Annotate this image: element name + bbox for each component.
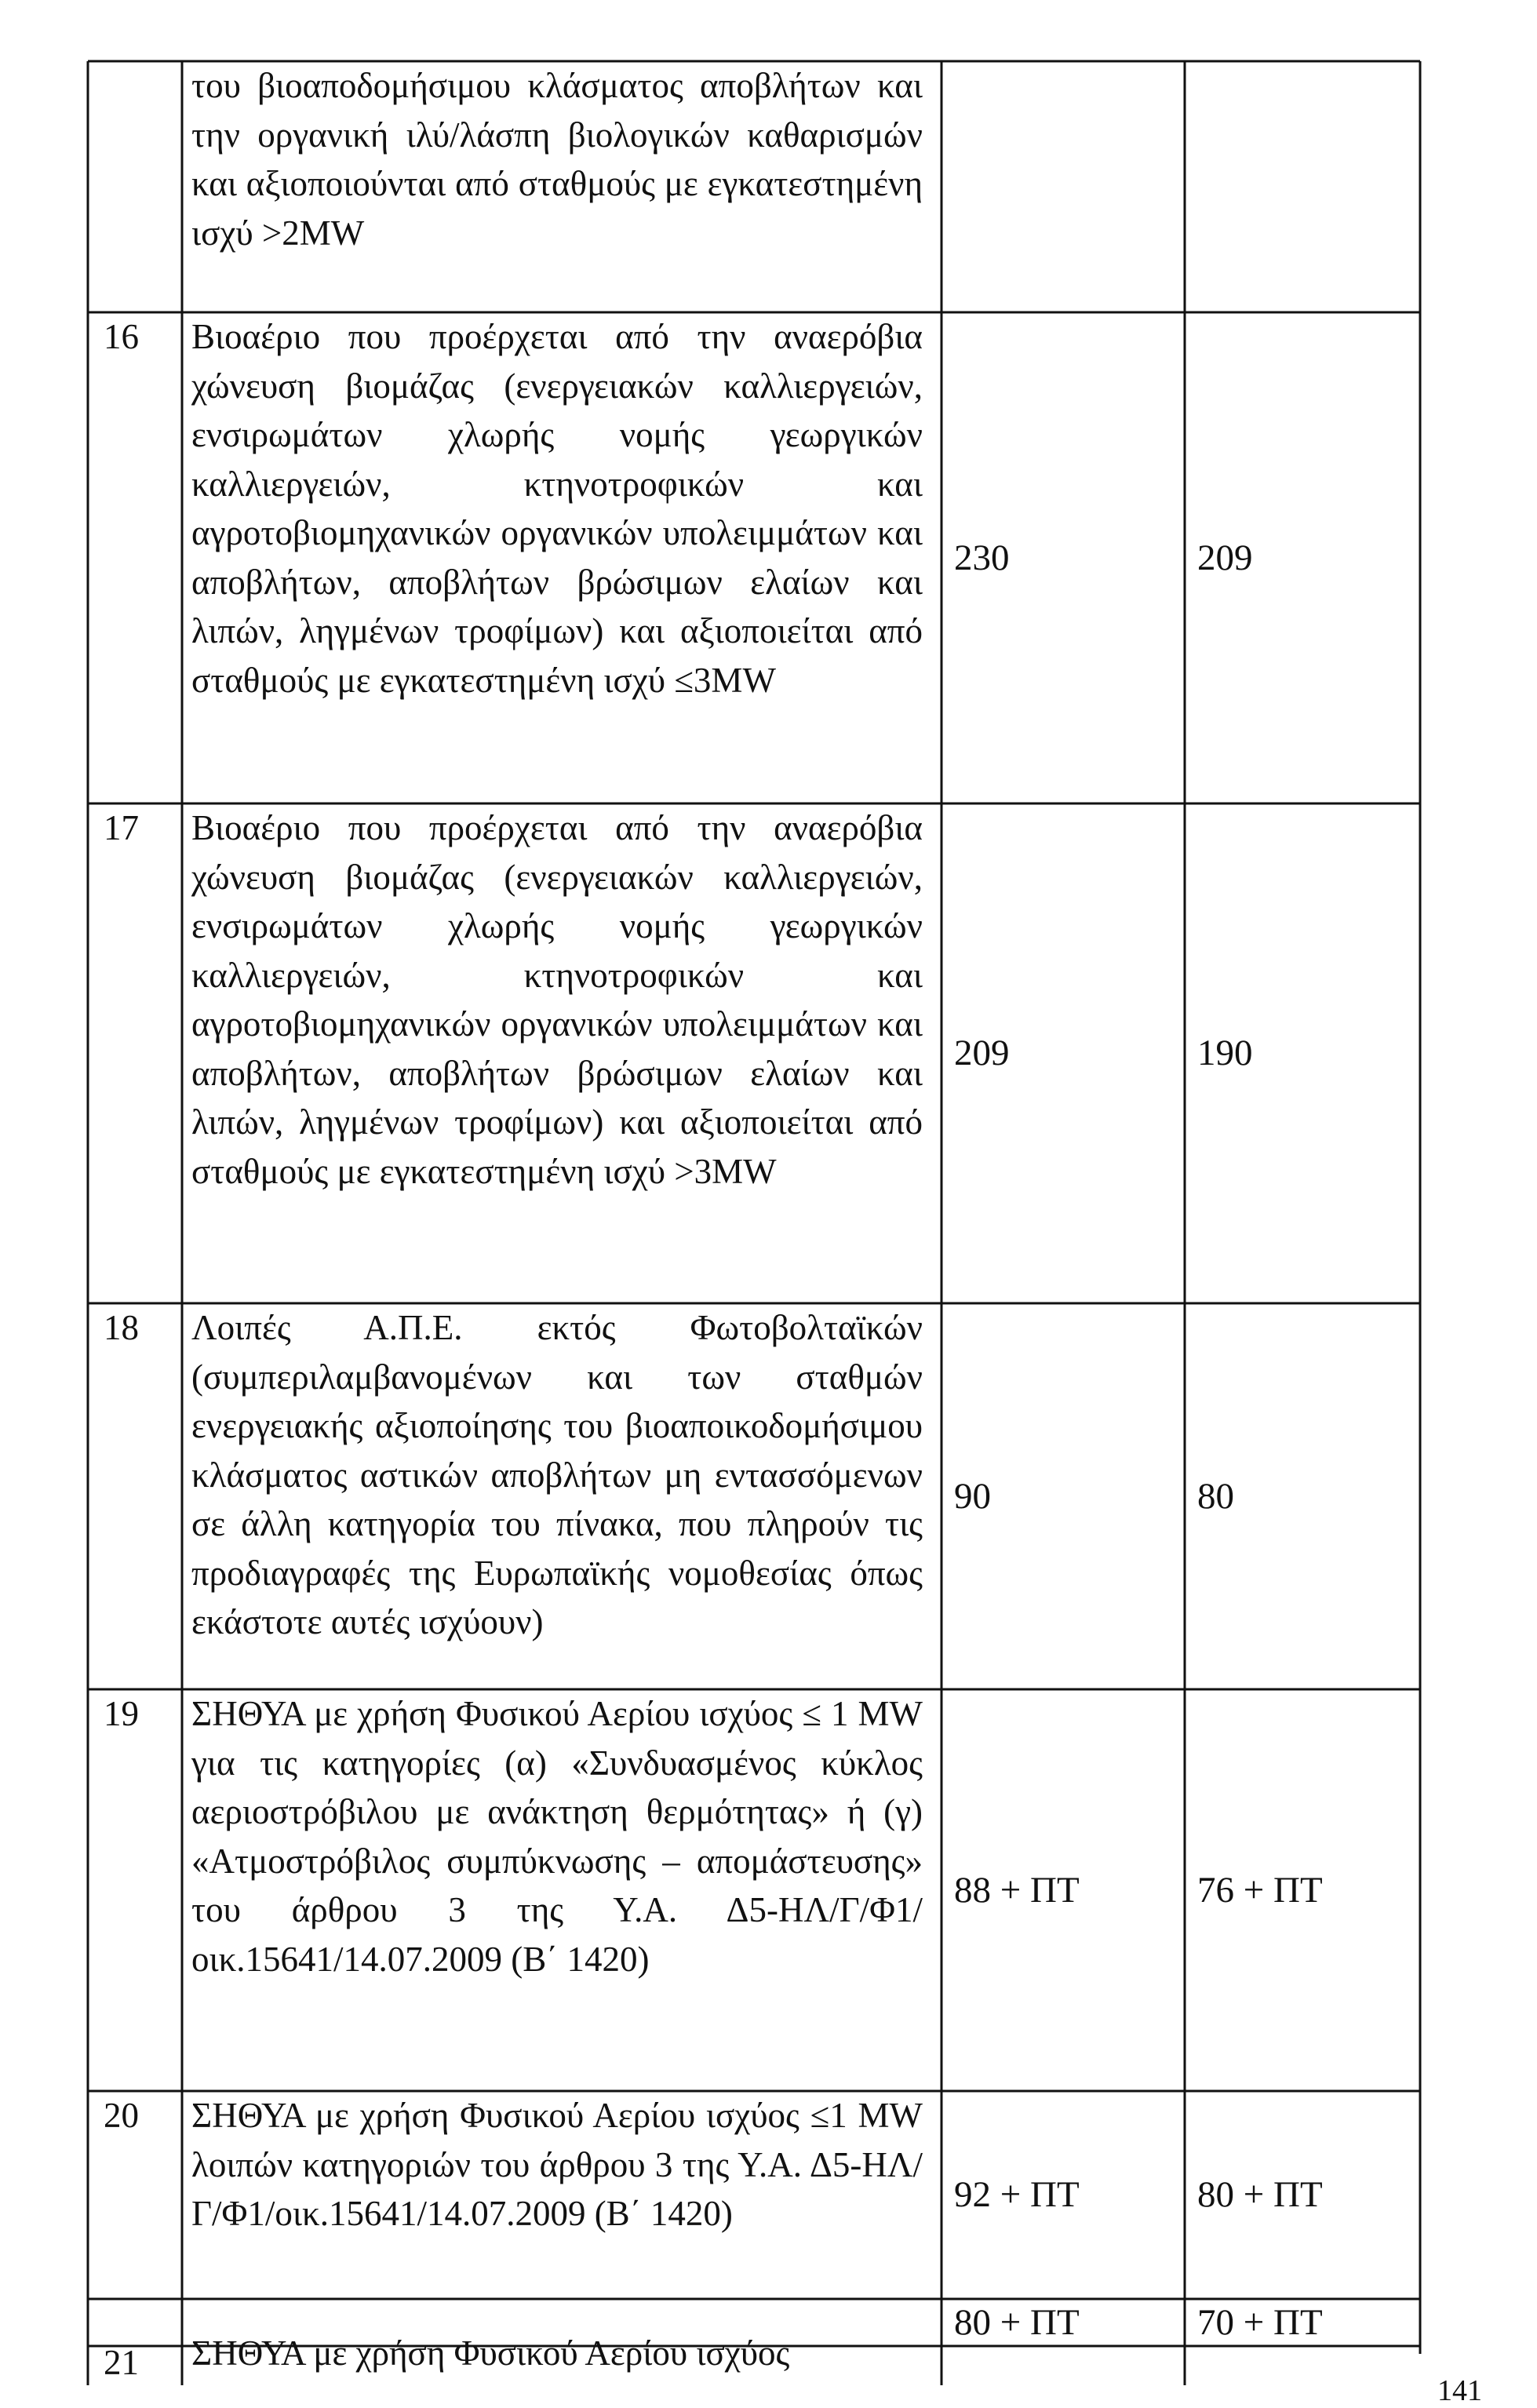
tariff-value-1: 90: [954, 1475, 991, 1517]
row-description: Βιοαέριο που προέρχεται από την αναερόβια χώνευση βιομάζας (ενεργειακών καλλιεργειών, ενσιρωμάτων χλωρής νομής γεωργικών καλλιεργειών, κτηνοτροφικών και αγροτοβιομηχανικών οργανικών υπολειμμάτων και αποβλήτων, αποβλήτων βρώσιμων ελαίων και λιπών, ληγμένων τροφίμων) και αξιοποιείται από σταθμούς με εγκατεστημένη ισχύ ≤3MW: [191, 317, 923, 700]
row-number: 19: [104, 1694, 139, 1733]
tariff-value-2: 80: [1197, 1475, 1234, 1517]
tariff-value-1: [942, 61, 1185, 312]
tariff-value-2: 190: [1197, 1033, 1253, 1074]
tariff-value-2: 70 + ΠΤ: [1197, 2301, 1323, 2343]
row-number: 20: [104, 2096, 139, 2135]
row-number: [88, 61, 182, 312]
row-description: ΣΗΘΥΑ με χρήση Φυσικού Αερίου ισχύος: [191, 2333, 790, 2373]
tariff-value-1: 80 + ΠΤ: [954, 2301, 1080, 2343]
tariff-value-2: [1185, 61, 1420, 312]
row-number: 17: [104, 808, 139, 847]
row-number: 21: [104, 2343, 139, 2382]
tariff-value-2: 209: [1197, 537, 1253, 578]
tariff-value-1: 209: [954, 1033, 1010, 1074]
tariff-value-1: 230: [954, 537, 1010, 578]
page-number: 141: [1437, 2374, 1482, 2407]
tariff-value-2: 76 + ΠΤ: [1197, 1869, 1323, 1911]
row-description: ΣΗΘΥΑ με χρήση Φυσικού Αερίου ισχύος ≤1 MW λοιπών κατηγοριών του άρθρου 3 της Υ.Α. Δ5-ΗΛ/Γ/Φ1/οικ.15641/14.07.2009 (Β΄ 1420): [191, 2096, 923, 2233]
row-description: του βιοαποδομήσιμου κλάσματος αποβλήτων και την οργανική ιλύ/λάσπη βιολογικών καθαρισμών και αξιοποιούνται από σταθμούς με εγκατεστημένη ισχύ >2MW: [191, 66, 923, 253]
row-description: ΣΗΘΥΑ με χρήση Φυσικού Αερίου ισχύος ≤ 1 MW για τις κατηγορίες (α) «Συνδυασμένος κύκλος αεριοστρόβιλου με ανάκτηση θερμότητας» ή (γ) «Ατμοστρόβιλος συμπύκνωσης – απομάστευσης» του άρθρου 3 της Υ.Α. Δ5-ΗΛ/Γ/Φ1/οικ.15641/14.07.2009 (Β΄ 1420): [191, 1694, 923, 1979]
row-number: 16: [104, 317, 139, 356]
row-description: Βιοαέριο που προέρχεται από την αναερόβια χώνευση βιομάζας (ενεργειακών καλλιεργειών, ενσιρωμάτων χλωρής νομής γεωργικών καλλιεργειών, κτηνοτροφικών και αγροτοβιομηχανικών οργανικών υπολειμμάτων και αποβλήτων, αποβλήτων βρώσιμων ελαίων και λιπών, ληγμένων τροφίμων) και αξιοποιείται από σταθμούς με εγκατεστημένη ισχύ >3MW: [191, 808, 923, 1191]
tariff-value-2: 80 + ΠΤ: [1197, 2174, 1323, 2216]
row-description: Λοιπές Α.Π.Ε. εκτός Φωτοβολταϊκών (συμπεριλαμβανομένων και των σταθμών ενεργειακής αξιοποίησης του βιοαποικοδομήσιμου κλάσματος αστικών αποβλήτων μη εντασσόμενων σε άλλη κατηγορία του πίνακα, που πληρούν τις προδιαγραφές της Ευρωπαϊκής νομοθεσίας όπως εκάστοτε αυτές ισχύουν): [191, 1308, 923, 1641]
tariff-value-1: 88 + ΠΤ: [954, 1869, 1080, 1911]
tariff-value-1: 92 + ΠΤ: [954, 2174, 1080, 2216]
row-number: 18: [104, 1308, 139, 1347]
